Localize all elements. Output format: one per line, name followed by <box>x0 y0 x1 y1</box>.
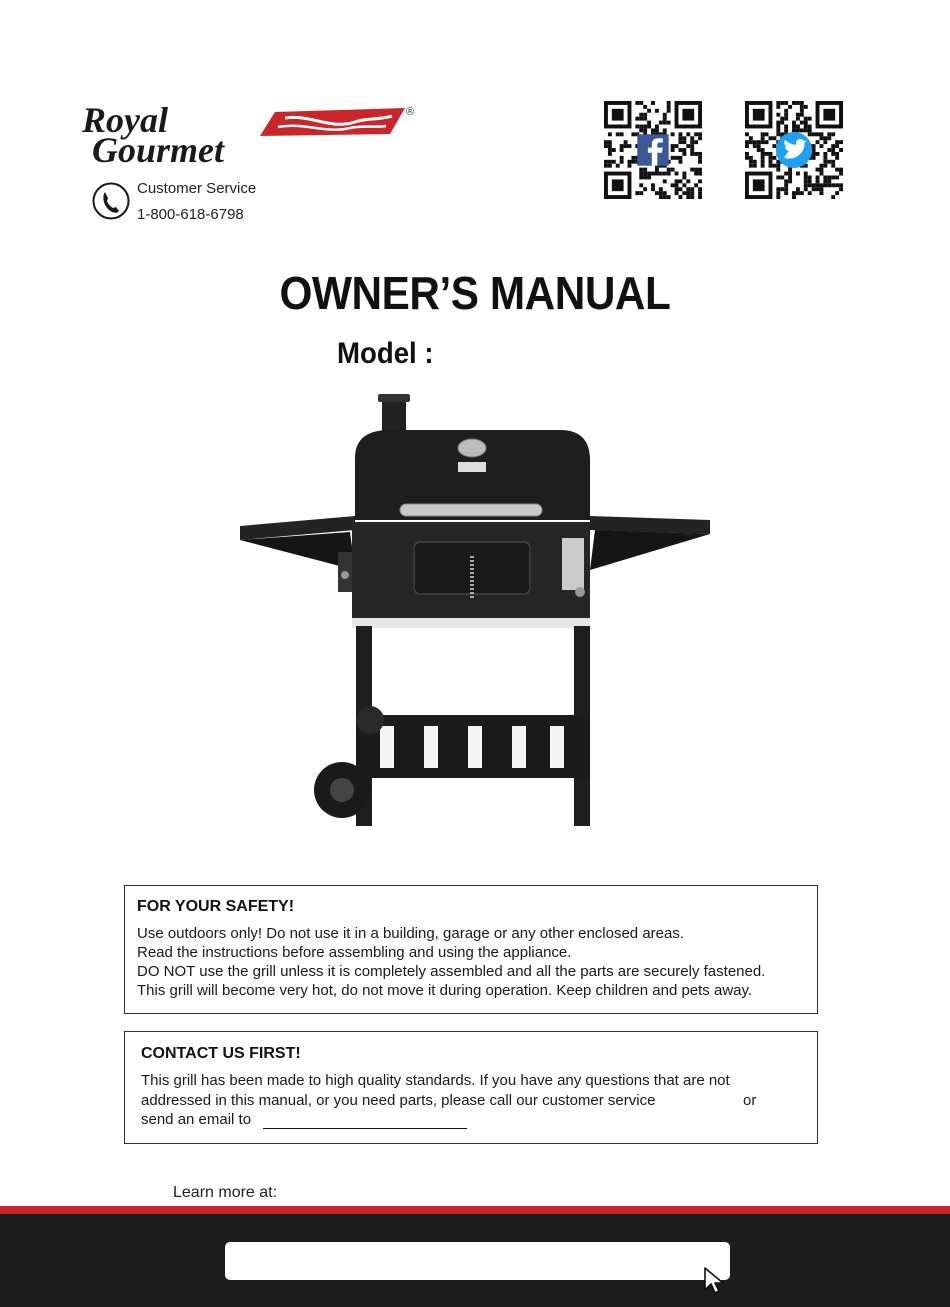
registered-mark: ® <box>406 106 415 118</box>
contact-or: or <box>743 1092 757 1109</box>
facebook-qr-code[interactable] <box>604 101 702 199</box>
royal-gourmet-logo <box>80 100 420 170</box>
twitter-qr-code[interactable] <box>745 101 843 199</box>
logo-text-royal: Royal <box>82 100 168 140</box>
facebook-icon <box>637 134 668 165</box>
contact-line-3: send an email to <box>141 1111 252 1128</box>
learn-more-label: Learn more at: <box>173 1184 278 1201</box>
flame-mark <box>260 108 405 136</box>
page-title: OWNER’S MANUAL <box>279 267 671 319</box>
customer-service-label: Customer Service <box>137 180 257 197</box>
model-label: Model : <box>337 337 434 370</box>
contact-heading: CONTACT US FIRST! <box>141 1045 301 1062</box>
contact-notice-box <box>124 1031 818 1144</box>
footer-red-stripe <box>0 1206 950 1214</box>
twitter-icon <box>776 132 812 168</box>
contact-line-2: addressed in this manual, or you need parts, please call our customer service <box>141 1092 656 1109</box>
cursor-icon <box>702 1266 726 1296</box>
website-url-field[interactable] <box>225 1242 730 1280</box>
safety-notice-box <box>124 885 818 1014</box>
contact-line-1: This grill has been made to high quality standards. If you have any questions that are not <box>141 1072 730 1089</box>
logo-text-gourmet: Gourmet <box>92 130 225 170</box>
email-blank-line <box>263 1128 467 1129</box>
safety-line-4: This grill will become very hot, do not move it during operation. Keep children and pets away. <box>137 982 753 999</box>
safety-line-2: Read the instructions before assembling and using the appliance. <box>137 944 572 961</box>
customer-service-phone[interactable]: 1-800-618-6798 <box>137 206 244 223</box>
safety-line-3: DO NOT use the grill unless it is completely assembled and all the parts are securely fastened. <box>137 963 766 980</box>
safety-line-1: Use outdoors only! Do not use it in a building, garage or any other enclosed areas. <box>137 925 685 942</box>
safety-heading: FOR YOUR SAFETY! <box>137 898 295 915</box>
phone-icon <box>92 182 130 220</box>
charcoal-grill-image <box>190 370 750 840</box>
